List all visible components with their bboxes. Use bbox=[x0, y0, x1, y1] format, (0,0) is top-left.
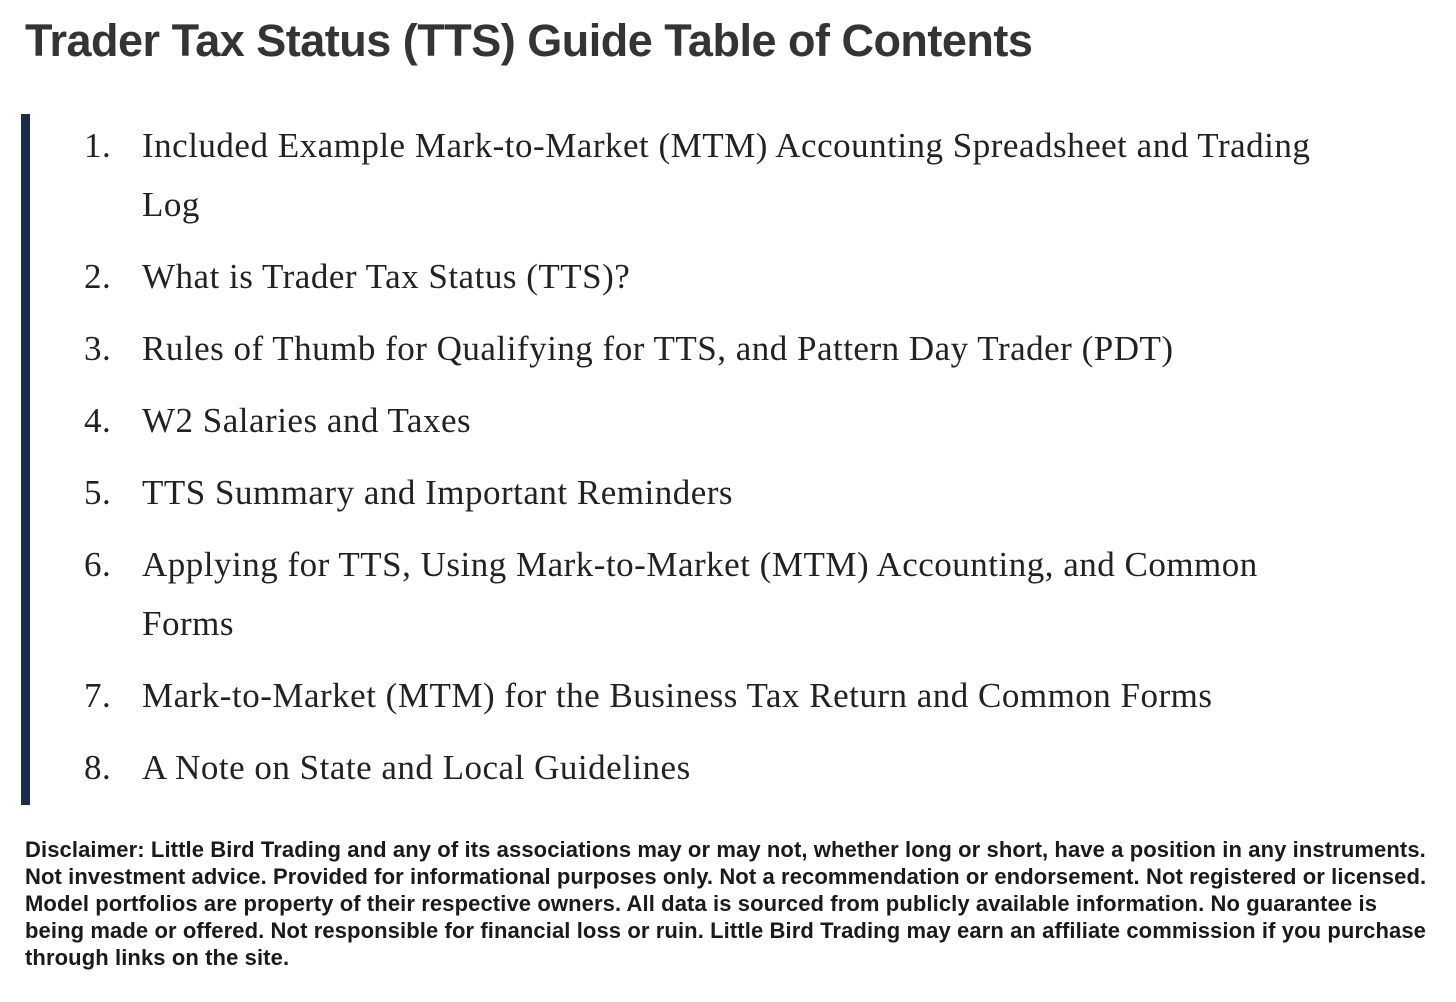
toc-item-label: Included Example Mark-to-Market (MTM) Accounting Spreadsheet and Trading Log bbox=[142, 126, 1311, 224]
toc-item-number: 8. bbox=[84, 748, 112, 787]
toc-item-number: 3. bbox=[84, 329, 112, 368]
toc-item bbox=[84, 319, 1431, 378]
toc-item-label: A Note on State and Local Guidelines bbox=[142, 748, 691, 787]
toc-item-number: 4. bbox=[84, 401, 112, 440]
toc-item bbox=[84, 116, 1431, 234]
disclaimer-text: Disclaimer: Little Bird Trading and any of its associations may or may not, whether long or short, have a position in any instruments. Not investment advice. Provided for informational purposes only. Not a recommendation or endorsement. Not registered or licensed. Model portfolios are property of their respective owners. All data is sourced from publicly available information. No guarantee is being made or offered. Not responsible for financial loss or ruin. Little Bird Trading may earn an affiliate commission if you purchase through links on the site. bbox=[25, 837, 1427, 970]
table-of-contents bbox=[21, 114, 1431, 805]
toc-item-label: Mark-to-Market (MTM) for the Business Tax Return and Common Forms bbox=[142, 676, 1213, 715]
toc-list bbox=[84, 116, 1431, 797]
toc-item-label: Applying for TTS, Using Mark-to-Market (MTM) Accounting, and Common Forms bbox=[142, 545, 1258, 643]
toc-item bbox=[84, 247, 1431, 306]
toc-item bbox=[84, 535, 1431, 653]
toc-item-number: 5. bbox=[84, 473, 112, 512]
toc-item-label: W2 Salaries and Taxes bbox=[142, 401, 472, 440]
toc-item-label: What is Trader Tax Status (TTS)? bbox=[142, 257, 631, 296]
toc-item bbox=[84, 391, 1431, 450]
toc-item bbox=[84, 738, 1431, 797]
toc-item-label: Rules of Thumb for Qualifying for TTS, and Pattern Day Trader (PDT) bbox=[142, 329, 1174, 368]
toc-item bbox=[84, 463, 1431, 522]
toc-item-number: 2. bbox=[84, 257, 112, 296]
page-title: Trader Tax Status (TTS) Guide Table of Contents bbox=[25, 15, 1033, 66]
toc-item bbox=[84, 666, 1431, 725]
toc-item-number: 6. bbox=[84, 545, 112, 584]
toc-item-number: 7. bbox=[84, 676, 112, 715]
toc-item-number: 1. bbox=[84, 126, 112, 165]
toc-item-label: TTS Summary and Important Reminders bbox=[142, 473, 734, 512]
